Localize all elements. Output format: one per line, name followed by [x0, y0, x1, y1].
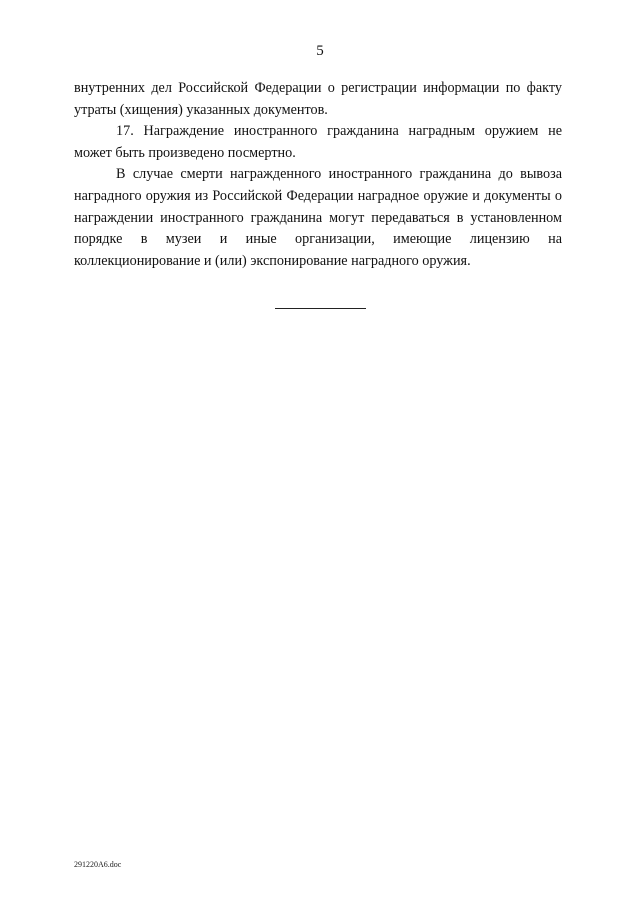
page-number: 5	[316, 43, 324, 59]
footer-file-code: 291220A6.doc	[74, 860, 122, 869]
paragraph-continuation: внутренних дел Российской Федерации о регистрации информации по факту утраты (хищения) указанных документов.	[74, 80, 562, 118]
paragraph-item-17: 17. Награждение иностранного гражданина наградным оружием не может быть произведено посмертно.	[74, 123, 562, 161]
document-body	[74, 78, 562, 272]
paragraph-death-case: В случае смерти награжденного иностранного гражданина до вывоза наградного оружия из Российской Федерации наградное оружие и документы о награждении иностранного гражданина могут передаваться в установленном порядке в музеи и иные организации, имеющие лицензию на коллекционирование и (или) экспонирование наградного оружия.	[74, 166, 562, 269]
end-separator-line	[275, 308, 366, 309]
